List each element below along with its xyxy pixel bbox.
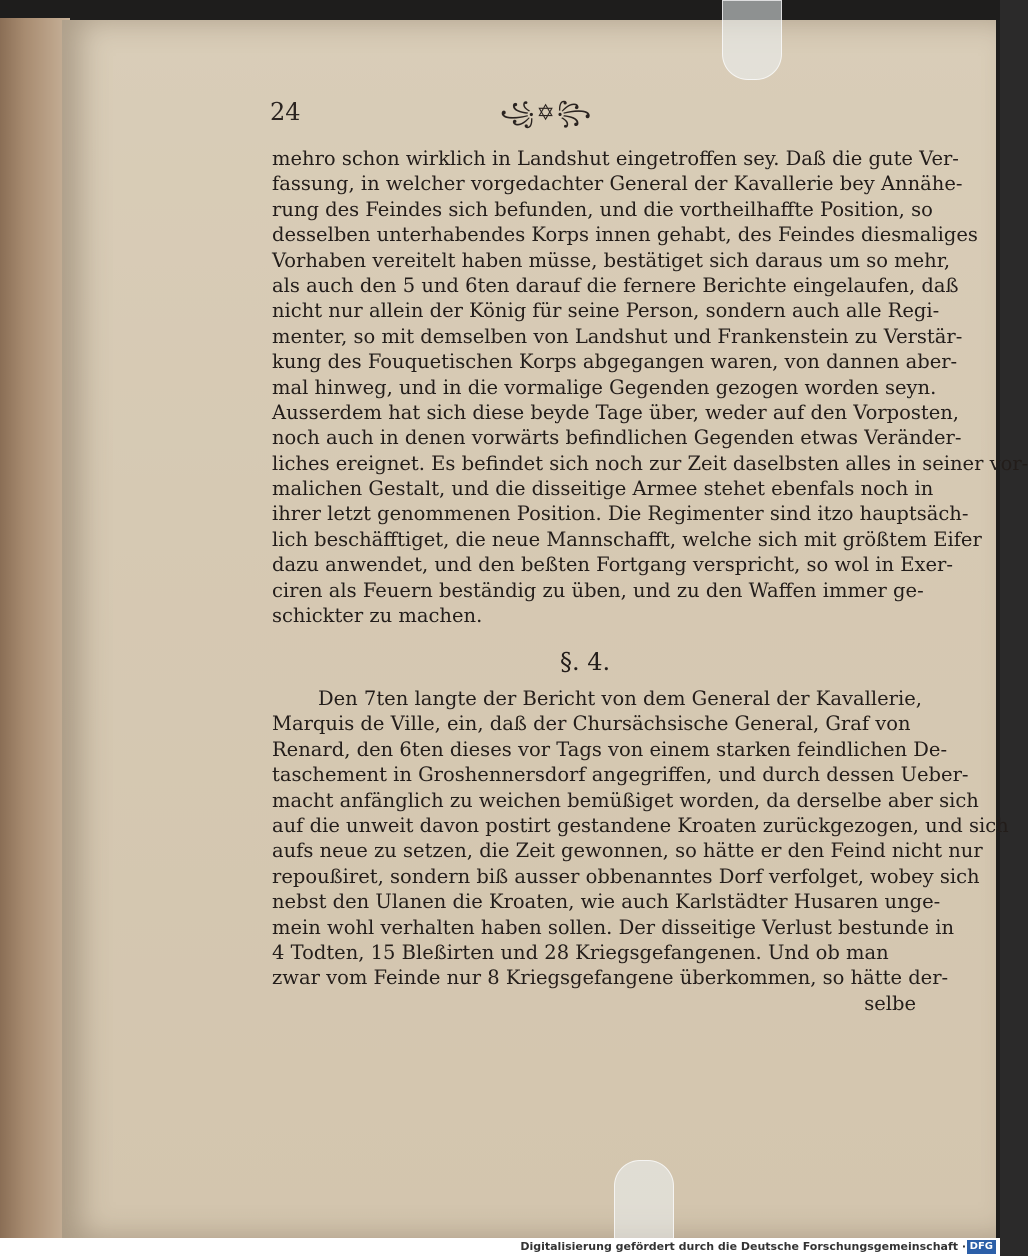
text-line: macht anfänglich zu weichen bemüßiget worden, da derselbe aber sich [272, 788, 979, 812]
text-line: Vorhaben vereitelt haben müsse, bestätiget sich daraus um so mehr, [272, 248, 951, 272]
text-line: nebst den Ulanen die Kroaten, wie auch Karlstädter Husaren unge- [272, 890, 941, 914]
text-line: menter, so mit demselben von Landshut und Frankenstein zu Verstär- [272, 324, 963, 348]
text-line: taschement in Groshennersdorf angegriffen, und durch dessen Ueber- [272, 763, 969, 787]
text-line: liches ereignet. Es befindet sich noch zur Zeit daselbsten alles in seiner vor- [272, 451, 1028, 475]
text-line: nicht nur allein der König für seine Person, sondern auch alle Regi- [272, 299, 940, 323]
text-line: zwar vom Feinde nur 8 Kriegsgefangene überkommen, so hätte der- [272, 966, 949, 990]
text-line: aufs neue zu setzen, die Zeit gewonnen, so hätte er den Feind nicht nur [272, 839, 983, 863]
text-line: repoußiret, sondern biß ausser obbenanntes Dorf verfolget, wobey sich [272, 864, 980, 888]
text-line: malichen Gestalt, und die disseitige Armee stehet ebenfals noch in [272, 477, 934, 501]
text-line: mehro schon wirklich in Landshut eingetroffen sey. Daß die gute Ver- [272, 147, 959, 170]
text-line: desselben unterhabendes Korps innen gehabt, des Feindes diesmaliges [272, 223, 978, 247]
dfg-logo-badge: DFG [967, 1240, 996, 1254]
text-line: Ausserdem hat sich diese beyde Tage über, weder auf den Vorposten, [272, 400, 960, 424]
text-line: noch auch in denen vorwärts befindlichen Gegenden etwas Veränder- [272, 426, 962, 450]
text-line: auf die unweit davon postirt gestandene Kroaten zurückgezogen, und sich [272, 813, 1009, 837]
text-line: Marquis de Ville, ein, daß der Chursächsische General, Graf von [272, 712, 911, 736]
paragraph-1 [272, 146, 1028, 628]
text-line: mal hinweg, und in die vormalige Gegenden gezogen worden seyn. [272, 375, 937, 399]
footer-credit: Digitalisierung gefördert durch die Deutsche Forschungsgemeinschaft · [520, 1240, 966, 1253]
text-line: schickter zu machen. [272, 604, 483, 628]
text-line: lich beschäfftiget, die neue Mannschafft, welche sich mit größtem Eifer [272, 527, 982, 551]
text-line: mein wohl verhalten haben sollen. Der disseitige Verlust bestunde in [272, 915, 955, 939]
text-line: kung des Fouquetischen Korps abgegangen waren, von dannen aber- [272, 350, 958, 374]
text-line: ihrer letzt genommenen Position. Die Regimenter sind itzo hauptsäch- [272, 502, 969, 526]
paragraph-2 [272, 686, 1009, 1016]
text-line: dazu anwendet, und den beßten Fortgang verspricht, so wol in Exer- [272, 553, 953, 577]
text-line: rung des Feindes sich befunden, und die vortheilhaffte Position, so [272, 197, 933, 221]
section-heading: §. 4. [560, 648, 611, 676]
catchword: selbe [864, 991, 916, 1015]
text-line: Renard, den 6ten dieses vor Tags von einem starken feindlichen De- [272, 737, 948, 761]
text-line: Den 7ten langte der Bericht von dem General der Kavallerie, [318, 687, 922, 710]
page-clip-top [722, 0, 782, 80]
text-line: 4 Todten, 15 Bleßirten und 28 Kriegsgefangenen. Und ob man [272, 940, 889, 964]
header-ornament: ꧁✡꧂ [500, 101, 594, 126]
book-spine-edge [0, 18, 70, 1243]
text-line: als auch den 5 und 6ten darauf die fernere Berichte eingelaufen, daß [272, 273, 959, 297]
text-line: ciren als Feuern beständig zu üben, und zu den Waffen immer ge- [272, 578, 924, 602]
text-line: fassung, in welcher vorgedachter General der Kavallerie bey Annähe- [272, 172, 963, 196]
page-number: 24 [270, 98, 301, 126]
